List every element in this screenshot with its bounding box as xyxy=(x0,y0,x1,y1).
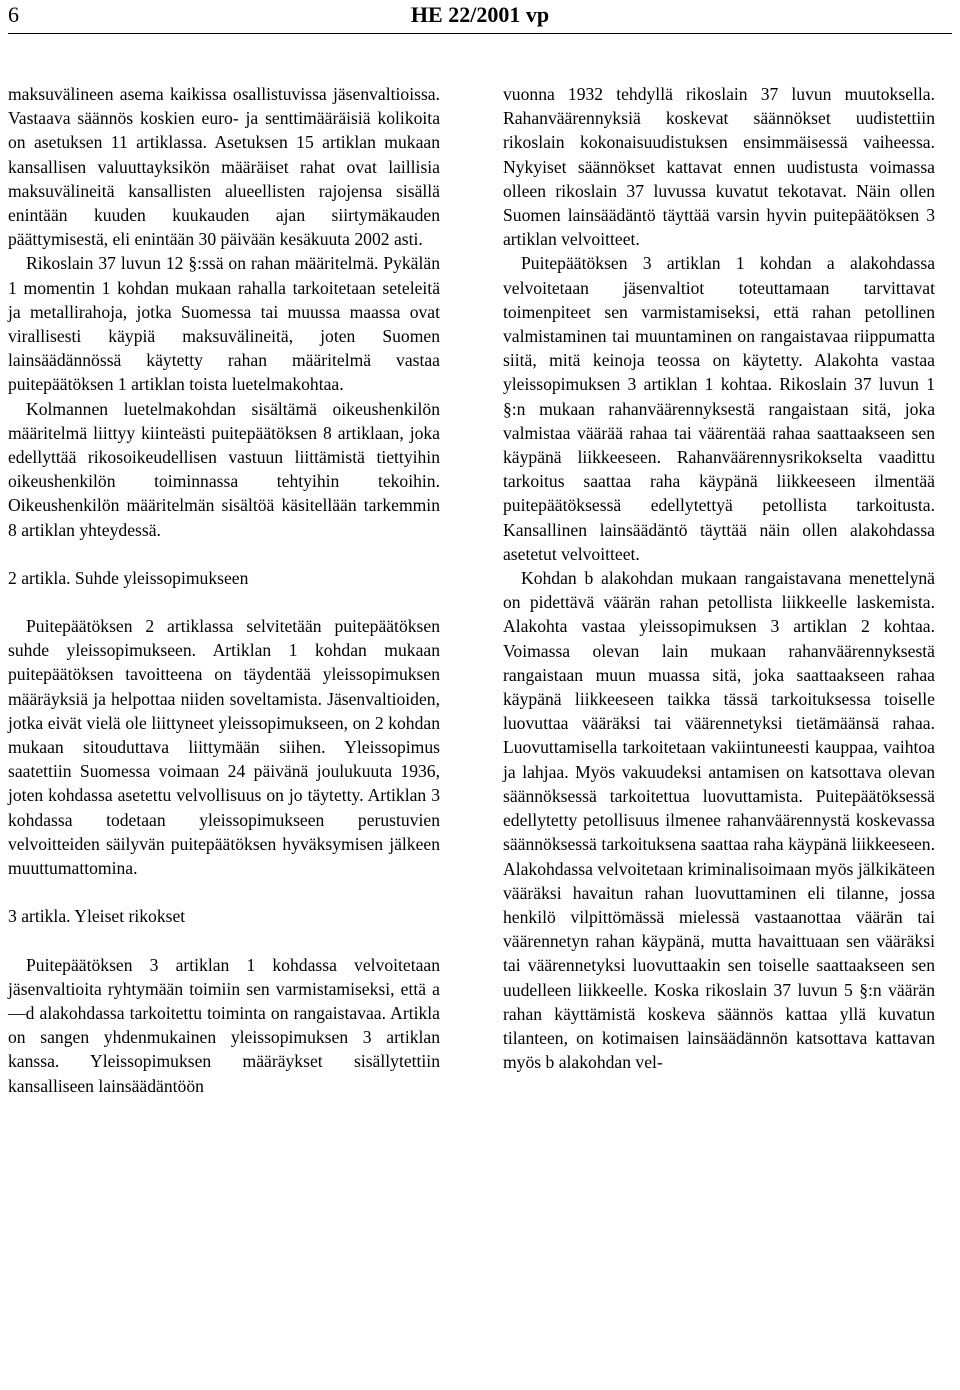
paragraph: Puitepäätöksen 3 artiklan 1 kohdan a alakohdassa velvoitetaan jäsenvaltiot toteuttamaan tarvittavat toimenpiteet sen varmistamiseksi, että rahan petollinen valmistaminen tai muuntaminen on rangaistavaa riippumatta siitä, mitä keinoja teossa on käytetty. Alakohta vastaa yleissopimuksen 3 artiklan 1 kohtaa. Rikoslain 37 luvun 1 §:n mukaan rahanväärennyksestä rangaistaan sitä, joka valmistaa väärää rahaa tai väärentää rahaa saattaakseen sen käypänä liikkeeseen. Rahanväärennysrikokselta vaadittu tarkoitus saattaa raha käypänä liikkeeseen ilmentää puitepäätöksessä edellytettyä petollista tarkoitusta. Kansallinen lainsäädäntö täyttää näin ollen alakohdassa asetetut velvoitteet. xyxy=(503,253,935,564)
section-heading-article-3: 3 artikla. Yleiset rikokset xyxy=(8,906,186,927)
paragraph: Puitepäätöksen 2 artiklassa selvitetään puitepäätöksen suhde yleissopimukseen. Artiklan 1 kohdan mukaan puitepäätöksen tavoitteena on täydentää yleissopimuksen määräyksiä ja helpottaa niiden soveltamista. Jäsenvaltioiden, jotka eivät vielä ole liittyneet yleissopimukseen, on 2 kohdan mukaan sitouduttava liittymään siihen. Yleissopimus saatettiin Suomessa voimaan 24 päivänä joulukuuta 1936, joten kohdassa asetettu velvollisuus on jo täytetty. Artiklan 3 kohdassa todetaan yleissopimukseen perustuvien velvoitteiden säilyvän puitepäätöksen hyväksymisen jälkeen muuttumattomina. xyxy=(8,616,440,879)
paragraph: Puitepäätöksen 3 artiklan 1 kohdassa velvoitetaan jäsenvaltioita ryhtymään toimiin sen varmistamiseksi, että a —d alakohdassa tarkoitettu toiminta on rangaistavaa. Artikla on sangen yhdenmukainen yleissopimuksen 3 artiklan kanssa. Yleissopimuksen määräykset sisällytettiin kansalliseen lainsäädäntöön xyxy=(8,954,440,1096)
right-column xyxy=(503,82,935,1074)
paragraph: Kolmannen luetelmakohdan sisältämä oikeushenkilön määritelmä liittyy kiinteästi puitepäätöksen 8 artiklaan, joka edellyttää rikosoikeudellisen vastuun liittämistä tiettyihin oikeushenkilön toiminnassa tehtyihin tekoihin. Oikeushenkilön määritelmän sisältöä käsitellään tarkemmin 8 artiklan yhteydessä. xyxy=(8,398,440,540)
paragraph: Rikoslain 37 luvun 12 §:ssä on rahan määritelmä. Pykälän 1 momentin 1 kohdan mukaan rahalla tarkoitetaan seteleitä ja metallirahoja, jotka Suomessa tai muussa maassa ovat virallisesti käypiä maksuvälineitä, joten Suomen lainsäädännössä käytetty rahan määritelmä vastaa puitepäätöksen 1 artiklan toista luetelmakohtaa. xyxy=(8,253,440,395)
section-heading-article-2: 2 artikla. Suhde yleissopimukseen xyxy=(8,567,249,588)
paragraph: maksuvälineen asema kaikissa osallistuvissa jäsenvaltioissa. Vastaava säännös koskien euro- ja senttimääräisiä kolikoita on asetuksen 11 artiklassa. Asetuksen 15 artiklan mukaan kansallisen valuuttayksikön määräiset rahat ovat laillisia maksuvälineitä kansallisten alueellisten rajojensa sisällä enintään kuuden kuukauden ajan siirtymäkauden päättymisestä, eli enintään 30 päivään kesäkuuta 2002 asti. xyxy=(8,84,440,250)
header-rule xyxy=(8,33,952,34)
document-id: HE 22/2001 vp xyxy=(410,2,550,27)
left-column xyxy=(8,82,440,1098)
paragraph: Kohdan b alakohdan mukaan rangaistavana menettelynä on pidettävä väärän rahan petollista liikkeelle laskemista. Alakohta vastaa yleissopimuksen 3 artiklan 2 kohtaa. Voimassa olevan lain mukaan rahanväärennyksestä rangaistaan muun muassa sitä, joka saattaakseen rahaa käypänä liikkeeseen taikka tässä tarkoituksessa toiselle luovuttaa vääräksi tai väärennetyksi tietämäänsä rahaa. Luovuttamisella tarkoitetaan vakiintuneesti kauppaa, vaihtoa ja lahjaa. Myös vakuudeksi antamisen on katsottava olevan säännöksessä tarkoitettua luovuttamista. Puitepäätöksessä edellytetty petollisuus ilmenee rahanväärennystä koskevassa säännöksessä tarkoituksena saattaa raha käypänä liikkeeseen. Alakohdassa velvoitetaan kriminalisoimaan myös jälkikäteen vääräksi havaitun rahan luovuttaminen eli tilanne, jossa henkilö vilpittömässä mielessä vastaanottaa väärän tai väärennetyn rahan käypänä, mutta havaittuaan sen vääräksi tai väärennetyksi luovuttaakin sen toiselle saattaakseen sen uudelleen liikkeelle. Koska rikoslain 37 luvun 5 §:n väärän rahan käyttämistä koskeva säännös kattaa yllä kuvatun tilanteen, on kotimaisen lainsäädännön katsottava kattavan myös b alakohdan vel- xyxy=(503,568,935,1073)
page-number: 6 xyxy=(8,2,19,27)
paragraph: vuonna 1932 tehdyllä rikoslain 37 luvun muutoksella. Rahanväärennyksiä koskevat säännökset uudistettiin rikoslain kokonaisuudistuksen ensimmäisessä vaiheessa. Nykyiset säännökset kattavat ennen uudistusta voimassa olleen rikoslain 37 luvussa kuvatut tekotavat. Näin ollen Suomen lainsäädäntö täyttää varsin hyvin puitepäätöksen 3 artiklan velvoitteet. xyxy=(503,84,935,250)
page-header xyxy=(0,0,960,34)
